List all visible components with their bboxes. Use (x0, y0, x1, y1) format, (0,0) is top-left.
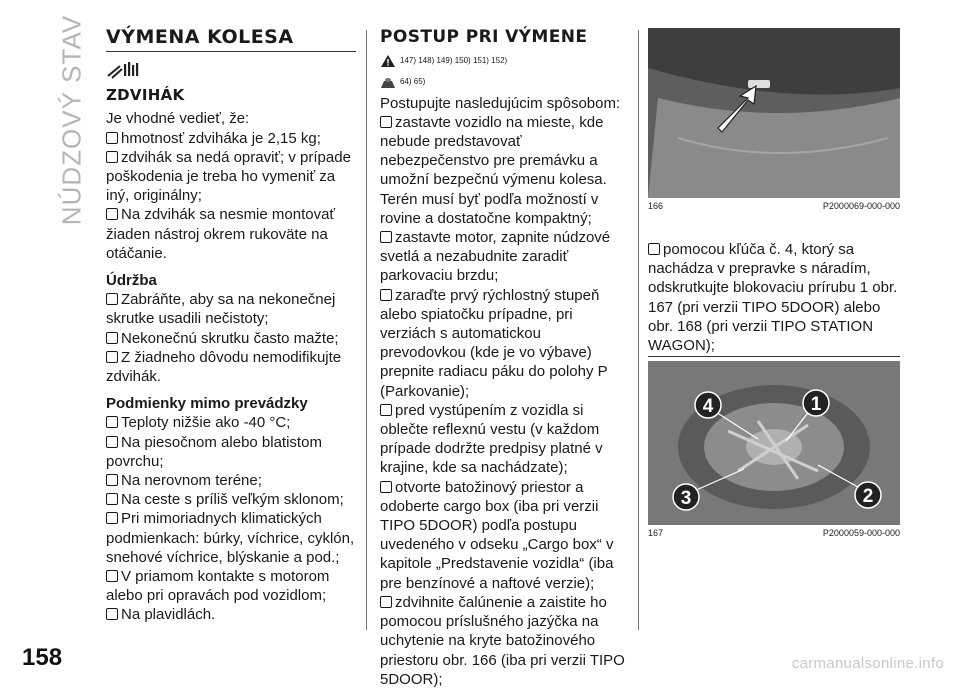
watermark-text: carmanualsonline.info (791, 655, 944, 672)
checkbox-bullet-icon (106, 436, 118, 448)
checkbox-bullet-icon (380, 596, 392, 608)
list-item: Nekonečnú skrutku často mažte; (106, 329, 356, 348)
list-item: Na zdvihák sa nesmie montovať žiaden nástroj okrem rukoväte na otáčanie. (106, 206, 336, 262)
procedure-title: POSTUP PRI VÝMENE (380, 27, 588, 47)
checkbox-bullet-icon (380, 481, 392, 493)
left-column (106, 28, 356, 625)
svg-text:1: 1 (810, 394, 822, 415)
svg-text:4: 4 (702, 396, 714, 417)
chapter-side-tab: NÚDZOVÝ STAV (56, 14, 87, 226)
svg-text:3: 3 (680, 488, 692, 509)
callout-4 (695, 392, 721, 418)
warning-triangle-icon (380, 54, 396, 68)
checkbox-bullet-icon (106, 132, 118, 144)
maintenance-heading: Údržba (106, 272, 157, 290)
trunk-illustration (648, 28, 900, 198)
subsection-title: ZDVIHÁK (106, 86, 185, 105)
callout-3 (673, 484, 699, 510)
intro-text: Je vhodné vedieť, že: (106, 110, 250, 128)
conditions-heading: Podmienky mimo prevádzky (106, 395, 308, 413)
checkbox-bullet-icon (106, 512, 118, 524)
list-item: zastavte motor, zapnite núdzové svetlá a nezabudnite zaradiť parkovaciu brzdu; (380, 229, 611, 285)
figure-166 (648, 28, 900, 214)
svg-text:2: 2 (862, 486, 874, 507)
column-divider (366, 30, 367, 630)
list-item: zdvihák sa nedá opraviť; v prípade poškodenia je treba ho vymeniť za iný, originálny; (106, 148, 351, 205)
checkbox-bullet-icon (648, 243, 660, 255)
middle-column (380, 28, 628, 689)
list-item: hmotnosť zdviháka je 2,15 kg; (106, 129, 356, 148)
list-item: V priamom kontakte s motorom alebo pri opravách pod vozidlom; (106, 568, 330, 605)
list-item: pomocou kľúča č. 4, ktorý sa nachádza v prepravke s náradím, odskrutkujte blokovaciu prírubu 1 obr. 167 (pri verzii TIPO 5DOOR) alebo obr. 168 (pri verzii TIPO STATION WAGON); (648, 241, 898, 355)
page-number: 158 (22, 644, 63, 671)
callout-2 (855, 482, 881, 508)
list-item: zastavte vozidlo na mieste, kde nebude predstavovať nebezpečenstvo pre premávku a umožní bezpečnú výmenu kolesa. Terén musí byť podľa možností v rovine a dostatočne kompaktný; (380, 113, 607, 227)
spare-wheel-photo (648, 361, 900, 525)
list-item: pred vystúpením z vozidla si oblečte reflexnú vestu (v každom prípade dodržte predpisy platné v krajine, kde sa nachádzate); (380, 401, 603, 477)
figure-caption: 167 P2000059-000-000 (648, 528, 900, 538)
intro-text: Postupujte nasledujúcim spôsobom: (380, 94, 621, 112)
section-title: VÝMENA KOLESA (106, 28, 356, 52)
caution-reference: 64) 65) (380, 72, 628, 91)
checkbox-bullet-icon (380, 116, 392, 128)
checkbox-bullet-icon (106, 608, 118, 620)
checkbox-bullet-icon (106, 570, 118, 582)
checkbox-bullet-icon (106, 332, 118, 344)
list-item: Na ceste s príliš veľkým sklonom; (106, 490, 356, 509)
list-item: Teploty nižšie ako -40 °C; (106, 413, 356, 432)
caution-icon (380, 75, 396, 89)
checkbox-bullet-icon (106, 493, 118, 505)
list-item: Zabráňte, aby sa na nekonečnej skrutke usadili nečistoty; (106, 291, 336, 328)
list-item: Z žiadneho dôvodu nemodifikujte zdvihák. (106, 348, 342, 386)
list-item: zdvihnite čalúnenie a zaistite ho pomocou príslušného jazýčka na uchytenie na kryte batožinového priestoru obr. 166 (iba pri verzii TIPO 5DOOR); (380, 593, 625, 688)
warning-reference: 147) 148) 149) 150) 151) 152) (380, 51, 628, 70)
checkbox-bullet-icon (380, 231, 392, 243)
column-divider (638, 30, 639, 630)
checkbox-bullet-icon (106, 208, 118, 220)
checkbox-bullet-icon (106, 293, 118, 305)
figure-caption: 166 P2000069-000-000 (648, 201, 900, 211)
list-item: Pri mimoriadnych klimatických podmienkach: búrky, víchrice, cyklón, snehové víchrice, blýskanie a pod.; (106, 510, 355, 566)
list-item: zaraďte prvý rýchlostný stupeň alebo spiatočku prípadne, pri verziách s automatickou prevodovkou (kde je vo výbave) prepnite radiacu páku do polohy P (Parkovanie); (380, 286, 608, 400)
checkbox-bullet-icon (380, 404, 392, 416)
checkbox-bullet-icon (106, 351, 118, 363)
list-item: Na piesočnom alebo blatistom povrchu; (106, 433, 322, 470)
right-column-text (648, 240, 900, 355)
callout-1 (803, 390, 829, 416)
list-item: Na plavidlách. (106, 605, 356, 624)
checkbox-bullet-icon (106, 151, 118, 163)
list-item: otvorte batožinový priestor a odoberte cargo box (iba pri verzii TIPO 5DOOR) podľa postupu uvedeného v odseku „Cargo box“ v kapitole „Predstavenie vozidla“ (iba pre benzínové a naftové verzie); (380, 478, 614, 592)
checkbox-bullet-icon (380, 289, 392, 301)
checkbox-bullet-icon (106, 474, 118, 486)
tools-icon (106, 60, 142, 80)
spare-wheel-illustration (648, 361, 900, 525)
figure-167 (648, 356, 900, 549)
list-item: Na nerovnom teréne; (106, 471, 356, 490)
trunk-photo (648, 28, 900, 198)
checkbox-bullet-icon (106, 416, 118, 428)
